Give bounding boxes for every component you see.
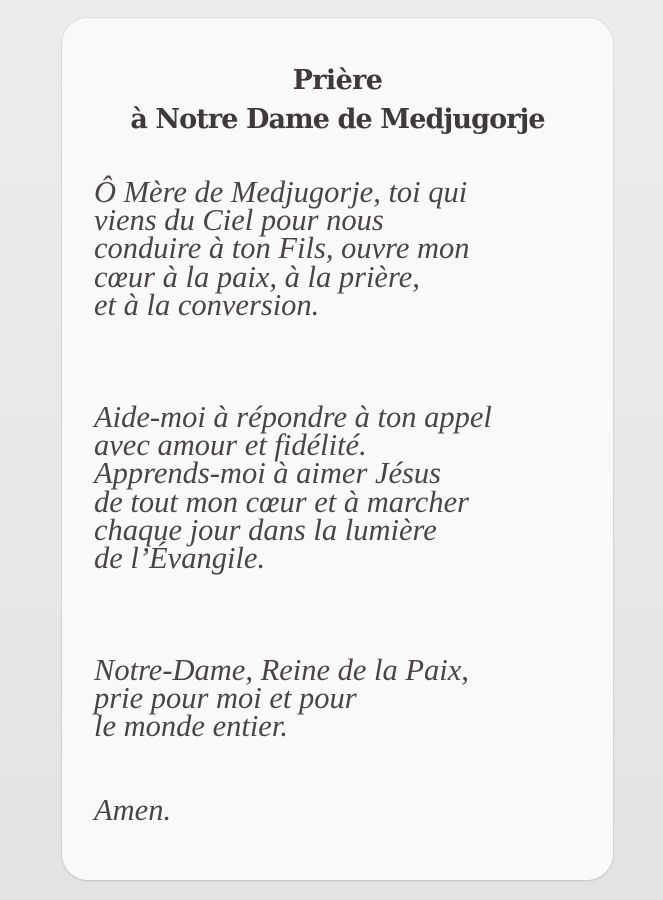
prayer-amen	[94, 793, 172, 827]
prayer-line: et à la conversion.	[94, 287, 320, 322]
prayer-line: viens du Ciel pour nous	[94, 203, 384, 238]
prayer-paragraph-2	[94, 400, 492, 576]
prayer-line: chaque jour dans la lumière	[94, 512, 437, 547]
prayer-line: cœur à la paix, à la prière,	[94, 259, 420, 294]
prayer-line: Notre-Dame, Reine de la Paix,	[94, 653, 469, 687]
prayer-title-line-2: à Notre Dame de Medjugorje	[130, 104, 545, 135]
prayer-line: avec amour et fidélité.	[94, 428, 367, 463]
prayer-card	[62, 18, 613, 880]
prayer-line: le monde entier.	[94, 709, 288, 744]
prayer-line: Apprends-moi à aimer Jésus	[94, 456, 442, 491]
prayer-title-line-1: Prière	[292, 65, 383, 96]
prayer-line: prie pour moi et pour	[94, 681, 357, 716]
prayer-line: Ô Mère de Medjugorje, toi qui	[94, 175, 468, 209]
prayer-line: de tout mon cœur et à marcher	[94, 484, 469, 519]
prayer-paragraph-1	[94, 175, 470, 322]
prayer-line: Aide-moi à répondre à ton appel	[94, 400, 492, 434]
prayer-paragraph-3	[94, 653, 469, 744]
prayer-line: de l’Évangile.	[94, 541, 266, 576]
prayer-line: conduire à ton Fils, ouvre mon	[94, 231, 470, 266]
prayer-line: Amen.	[94, 793, 172, 827]
